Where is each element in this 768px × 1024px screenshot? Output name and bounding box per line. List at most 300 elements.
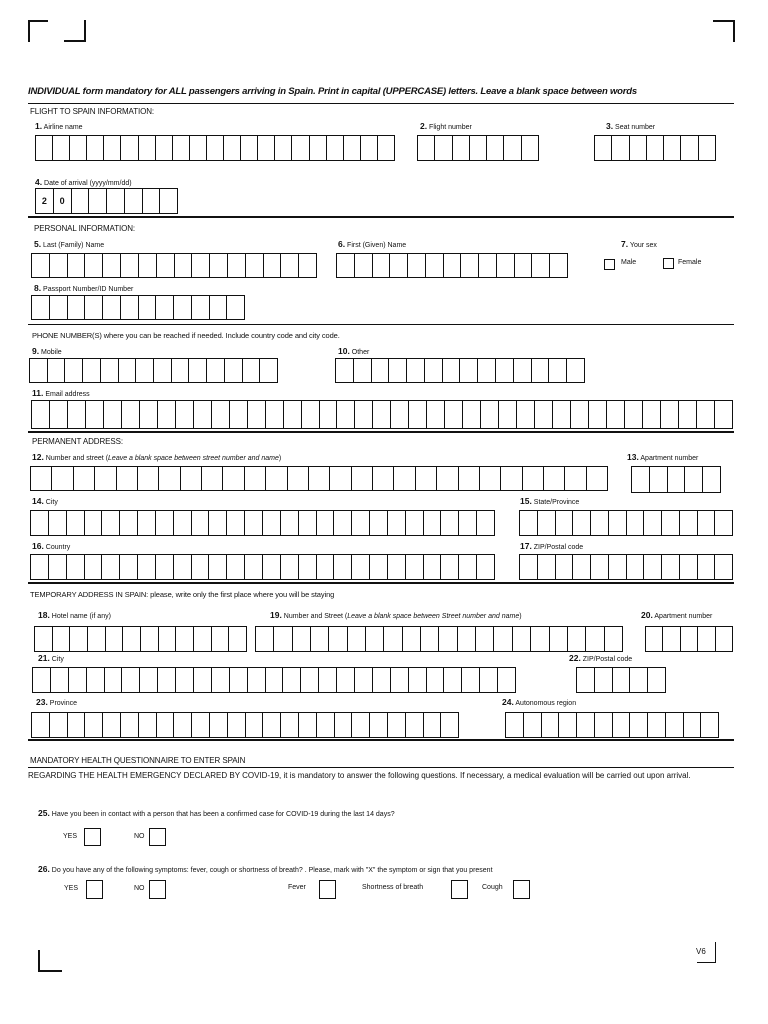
char-cell[interactable] bbox=[390, 254, 408, 277]
char-cell[interactable] bbox=[679, 401, 697, 428]
char-cell[interactable] bbox=[85, 296, 103, 319]
char-cell[interactable] bbox=[532, 254, 550, 277]
char-cell[interactable] bbox=[83, 359, 101, 382]
char-cell[interactable] bbox=[156, 136, 173, 160]
char-cell[interactable] bbox=[192, 713, 210, 737]
char-cell[interactable] bbox=[409, 401, 427, 428]
char-cell[interactable] bbox=[698, 627, 715, 651]
char-cell[interactable] bbox=[174, 511, 192, 535]
char-cell[interactable] bbox=[158, 401, 176, 428]
char-cell[interactable] bbox=[630, 136, 647, 160]
char-cell[interactable] bbox=[532, 359, 550, 382]
char-cell[interactable] bbox=[361, 136, 378, 160]
char-cell[interactable] bbox=[648, 713, 666, 737]
char-cell[interactable] bbox=[225, 359, 243, 382]
char-cell[interactable] bbox=[143, 189, 161, 213]
char-cell[interactable] bbox=[138, 555, 156, 579]
char-cell[interactable] bbox=[613, 713, 631, 737]
char-cell[interactable] bbox=[627, 511, 645, 535]
char-cell[interactable] bbox=[550, 254, 567, 277]
char-cell[interactable] bbox=[441, 555, 459, 579]
char-cell[interactable] bbox=[157, 713, 175, 737]
char-cell[interactable] bbox=[605, 627, 622, 651]
char-cell[interactable] bbox=[355, 401, 373, 428]
char-cell[interactable] bbox=[120, 555, 138, 579]
char-cell[interactable] bbox=[281, 254, 299, 277]
char-cell[interactable] bbox=[378, 136, 394, 160]
char-cell[interactable] bbox=[230, 401, 248, 428]
char-cell[interactable] bbox=[715, 401, 732, 428]
last-name-input[interactable] bbox=[31, 253, 317, 278]
char-cell[interactable] bbox=[406, 555, 424, 579]
char-cell[interactable] bbox=[52, 467, 73, 490]
char-cell[interactable] bbox=[319, 668, 337, 692]
char-cell[interactable] bbox=[32, 296, 50, 319]
char-cell[interactable] bbox=[355, 668, 373, 692]
sex-female-checkbox[interactable] bbox=[663, 258, 674, 269]
char-cell[interactable] bbox=[384, 627, 402, 651]
char-cell[interactable] bbox=[388, 511, 406, 535]
char-cell[interactable] bbox=[53, 136, 70, 160]
char-cell[interactable] bbox=[501, 467, 522, 490]
char-cell[interactable] bbox=[553, 401, 571, 428]
permanent-apartment-input[interactable] bbox=[631, 466, 721, 493]
char-cell[interactable] bbox=[32, 401, 50, 428]
char-cell[interactable] bbox=[190, 136, 207, 160]
char-cell[interactable] bbox=[120, 511, 138, 535]
permanent-street-input[interactable] bbox=[30, 466, 608, 491]
char-cell[interactable] bbox=[625, 401, 643, 428]
char-cell[interactable] bbox=[416, 467, 437, 490]
char-cell[interactable] bbox=[463, 401, 481, 428]
char-cell[interactable] bbox=[310, 136, 327, 160]
char-cell[interactable] bbox=[630, 668, 648, 692]
char-cell[interactable] bbox=[243, 359, 261, 382]
char-cell[interactable] bbox=[50, 254, 68, 277]
char-cell[interactable] bbox=[336, 359, 354, 382]
char-cell[interactable] bbox=[32, 713, 50, 737]
char-cell[interactable] bbox=[88, 627, 106, 651]
char-cell[interactable] bbox=[535, 401, 553, 428]
char-cell[interactable] bbox=[106, 627, 124, 651]
char-cell[interactable] bbox=[53, 627, 71, 651]
char-cell[interactable] bbox=[427, 401, 445, 428]
char-cell[interactable] bbox=[478, 359, 496, 382]
char-cell[interactable] bbox=[439, 627, 457, 651]
char-cell[interactable] bbox=[230, 668, 248, 692]
q26-no-checkbox[interactable] bbox=[149, 880, 166, 899]
char-cell[interactable] bbox=[275, 136, 292, 160]
char-cell[interactable] bbox=[698, 511, 716, 535]
char-cell[interactable] bbox=[445, 401, 463, 428]
char-cell[interactable] bbox=[370, 511, 388, 535]
char-cell[interactable] bbox=[462, 668, 480, 692]
char-cell[interactable] bbox=[139, 713, 157, 737]
char-cell[interactable] bbox=[352, 713, 370, 737]
char-cell[interactable] bbox=[389, 359, 407, 382]
char-cell[interactable] bbox=[550, 627, 568, 651]
char-cell[interactable] bbox=[67, 511, 85, 535]
char-cell[interactable] bbox=[157, 254, 175, 277]
char-cell[interactable] bbox=[337, 401, 355, 428]
char-cell[interactable] bbox=[301, 668, 319, 692]
char-cell[interactable] bbox=[246, 254, 264, 277]
q25-yes-checkbox[interactable] bbox=[84, 828, 101, 846]
char-cell[interactable] bbox=[337, 668, 355, 692]
char-cell[interactable] bbox=[479, 254, 497, 277]
char-cell[interactable] bbox=[89, 189, 107, 213]
char-cell[interactable] bbox=[373, 254, 391, 277]
char-cell[interactable] bbox=[189, 359, 207, 382]
char-cell[interactable] bbox=[299, 555, 317, 579]
passport-number-input[interactable] bbox=[31, 295, 245, 320]
char-cell[interactable] bbox=[697, 401, 715, 428]
char-cell[interactable] bbox=[176, 627, 194, 651]
char-cell[interactable] bbox=[370, 555, 388, 579]
shortness-of-breath-checkbox[interactable] bbox=[451, 880, 468, 899]
char-cell[interactable] bbox=[459, 555, 477, 579]
char-cell[interactable] bbox=[192, 254, 210, 277]
char-cell[interactable] bbox=[174, 296, 192, 319]
char-cell[interactable] bbox=[210, 254, 228, 277]
char-cell[interactable] bbox=[589, 401, 607, 428]
char-cell[interactable] bbox=[72, 189, 90, 213]
char-cell[interactable] bbox=[444, 668, 462, 692]
char-cell[interactable] bbox=[443, 359, 461, 382]
autonomous-region-input[interactable] bbox=[505, 712, 719, 738]
char-cell[interactable] bbox=[194, 627, 212, 651]
char-cell[interactable] bbox=[506, 713, 524, 737]
char-cell[interactable] bbox=[684, 713, 702, 737]
char-cell[interactable] bbox=[565, 467, 586, 490]
char-cell[interactable] bbox=[227, 555, 245, 579]
char-cell[interactable] bbox=[627, 555, 645, 579]
char-cell[interactable] bbox=[65, 359, 83, 382]
char-cell[interactable] bbox=[317, 713, 335, 737]
char-cell[interactable] bbox=[119, 359, 137, 382]
char-cell[interactable] bbox=[175, 254, 193, 277]
char-cell[interactable] bbox=[256, 627, 274, 651]
char-cell[interactable] bbox=[181, 467, 202, 490]
char-cell[interactable] bbox=[317, 511, 335, 535]
char-cell[interactable] bbox=[123, 627, 141, 651]
char-cell[interactable] bbox=[212, 668, 230, 692]
char-cell[interactable] bbox=[207, 136, 224, 160]
char-cell[interactable] bbox=[591, 511, 609, 535]
char-cell[interactable] bbox=[117, 467, 138, 490]
char-cell[interactable] bbox=[74, 467, 95, 490]
char-cell[interactable] bbox=[587, 467, 607, 490]
seat-number-input[interactable] bbox=[594, 135, 716, 161]
char-cell[interactable] bbox=[459, 511, 477, 535]
char-cell[interactable] bbox=[538, 555, 556, 579]
char-cell[interactable] bbox=[85, 713, 103, 737]
char-cell[interactable] bbox=[284, 401, 302, 428]
char-cell[interactable] bbox=[49, 511, 67, 535]
char-cell[interactable] bbox=[716, 627, 732, 651]
char-cell[interactable] bbox=[373, 467, 394, 490]
char-cell[interactable] bbox=[595, 713, 613, 737]
temporary-province-input[interactable] bbox=[31, 712, 459, 738]
char-cell[interactable] bbox=[480, 467, 501, 490]
char-cell[interactable] bbox=[408, 254, 426, 277]
char-cell[interactable] bbox=[317, 555, 335, 579]
char-cell[interactable] bbox=[50, 401, 68, 428]
char-cell[interactable] bbox=[373, 668, 391, 692]
char-cell[interactable] bbox=[435, 136, 452, 160]
char-cell[interactable] bbox=[549, 359, 567, 382]
char-cell[interactable] bbox=[470, 136, 487, 160]
char-cell[interactable] bbox=[644, 511, 662, 535]
char-cell[interactable] bbox=[424, 555, 442, 579]
char-cell[interactable] bbox=[192, 555, 210, 579]
char-cell[interactable] bbox=[481, 401, 499, 428]
char-cell[interactable] bbox=[102, 511, 120, 535]
char-cell[interactable] bbox=[227, 296, 244, 319]
char-cell[interactable] bbox=[348, 627, 366, 651]
char-cell[interactable] bbox=[49, 555, 67, 579]
char-cell[interactable] bbox=[70, 627, 88, 651]
char-cell[interactable] bbox=[595, 668, 613, 692]
char-cell[interactable] bbox=[334, 511, 352, 535]
char-cell[interactable] bbox=[607, 401, 625, 428]
char-cell[interactable] bbox=[121, 713, 139, 737]
char-cell[interactable] bbox=[299, 254, 316, 277]
char-cell[interactable] bbox=[141, 627, 159, 651]
char-cell[interactable] bbox=[33, 668, 51, 692]
char-cell[interactable] bbox=[30, 359, 48, 382]
permanent-state-input[interactable] bbox=[519, 510, 733, 536]
char-cell[interactable] bbox=[698, 555, 716, 579]
char-cell[interactable] bbox=[122, 668, 140, 692]
char-cell[interactable] bbox=[266, 668, 284, 692]
char-cell[interactable]: 0 bbox=[54, 189, 72, 213]
char-cell[interactable] bbox=[453, 136, 470, 160]
char-cell[interactable] bbox=[263, 511, 281, 535]
char-cell[interactable] bbox=[334, 555, 352, 579]
temporary-zip-input[interactable] bbox=[576, 667, 666, 693]
char-cell[interactable] bbox=[567, 359, 584, 382]
char-cell[interactable] bbox=[51, 668, 69, 692]
char-cell[interactable] bbox=[513, 627, 531, 651]
char-cell[interactable] bbox=[156, 555, 174, 579]
char-cell[interactable] bbox=[544, 467, 565, 490]
char-cell[interactable] bbox=[458, 627, 476, 651]
char-cell[interactable] bbox=[327, 136, 344, 160]
char-cell[interactable] bbox=[644, 555, 662, 579]
char-cell[interactable] bbox=[701, 713, 718, 737]
char-cell[interactable] bbox=[121, 136, 138, 160]
char-cell[interactable] bbox=[223, 467, 244, 490]
char-cell[interactable] bbox=[477, 511, 494, 535]
permanent-city-input[interactable] bbox=[30, 510, 495, 536]
char-cell[interactable] bbox=[50, 713, 68, 737]
char-cell[interactable] bbox=[476, 627, 494, 651]
char-cell[interactable] bbox=[68, 296, 86, 319]
char-cell[interactable] bbox=[85, 511, 103, 535]
char-cell[interactable] bbox=[520, 511, 538, 535]
char-cell[interactable] bbox=[245, 555, 263, 579]
char-cell[interactable] bbox=[391, 668, 409, 692]
char-cell[interactable] bbox=[556, 555, 574, 579]
char-cell[interactable] bbox=[477, 555, 494, 579]
char-cell[interactable] bbox=[498, 668, 515, 692]
char-cell[interactable] bbox=[32, 254, 50, 277]
char-cell[interactable] bbox=[426, 254, 444, 277]
char-cell[interactable] bbox=[140, 401, 158, 428]
char-cell[interactable] bbox=[441, 511, 459, 535]
char-cell[interactable] bbox=[87, 668, 105, 692]
char-cell[interactable] bbox=[352, 555, 370, 579]
char-cell[interactable] bbox=[394, 467, 415, 490]
char-cell[interactable] bbox=[461, 254, 479, 277]
char-cell[interactable] bbox=[274, 627, 292, 651]
char-cell[interactable] bbox=[281, 511, 299, 535]
char-cell[interactable] bbox=[50, 296, 68, 319]
char-cell[interactable] bbox=[104, 401, 122, 428]
char-cell[interactable] bbox=[288, 467, 309, 490]
email-input[interactable] bbox=[31, 400, 733, 429]
char-cell[interactable] bbox=[370, 713, 388, 737]
char-cell[interactable] bbox=[283, 668, 301, 692]
char-cell[interactable] bbox=[260, 359, 277, 382]
char-cell[interactable] bbox=[523, 467, 544, 490]
char-cell[interactable] bbox=[643, 401, 661, 428]
char-cell[interactable] bbox=[681, 136, 698, 160]
char-cell[interactable] bbox=[330, 467, 351, 490]
char-cell[interactable] bbox=[85, 254, 103, 277]
char-cell[interactable] bbox=[699, 136, 715, 160]
char-cell[interactable] bbox=[172, 359, 190, 382]
char-cell[interactable] bbox=[480, 668, 498, 692]
char-cell[interactable] bbox=[156, 296, 174, 319]
char-cell[interactable] bbox=[437, 467, 458, 490]
char-cell[interactable] bbox=[264, 254, 282, 277]
char-cell[interactable] bbox=[210, 296, 228, 319]
char-cell[interactable] bbox=[209, 511, 227, 535]
char-cell[interactable] bbox=[209, 555, 227, 579]
char-cell[interactable] bbox=[136, 359, 154, 382]
char-cell[interactable] bbox=[194, 401, 212, 428]
sex-male-checkbox[interactable] bbox=[604, 259, 615, 270]
char-cell[interactable] bbox=[573, 511, 591, 535]
char-cell[interactable] bbox=[228, 254, 246, 277]
char-cell[interactable] bbox=[352, 511, 370, 535]
char-cell[interactable] bbox=[520, 555, 538, 579]
char-cell[interactable] bbox=[245, 511, 263, 535]
char-cell[interactable] bbox=[647, 136, 664, 160]
char-cell[interactable] bbox=[210, 713, 228, 737]
char-cell[interactable] bbox=[311, 627, 329, 651]
char-cell[interactable] bbox=[229, 627, 246, 651]
char-cell[interactable] bbox=[156, 511, 174, 535]
permanent-zip-input[interactable] bbox=[519, 554, 733, 580]
char-cell[interactable] bbox=[192, 511, 210, 535]
char-cell[interactable] bbox=[681, 627, 698, 651]
char-cell[interactable] bbox=[70, 136, 87, 160]
char-cell[interactable] bbox=[406, 713, 424, 737]
char-cell[interactable] bbox=[662, 511, 680, 535]
char-cell[interactable] bbox=[609, 555, 627, 579]
char-cell[interactable] bbox=[35, 627, 53, 651]
char-cell[interactable] bbox=[666, 713, 684, 737]
char-cell[interactable] bbox=[36, 136, 53, 160]
char-cell[interactable] bbox=[139, 254, 157, 277]
char-cell[interactable] bbox=[559, 713, 577, 737]
char-cell[interactable] bbox=[373, 401, 391, 428]
char-cell[interactable] bbox=[337, 254, 355, 277]
char-cell[interactable] bbox=[427, 668, 445, 692]
char-cell[interactable] bbox=[67, 555, 85, 579]
char-cell[interactable]: 2 bbox=[36, 189, 54, 213]
char-cell[interactable] bbox=[406, 511, 424, 535]
char-cell[interactable] bbox=[159, 467, 180, 490]
char-cell[interactable] bbox=[609, 511, 627, 535]
char-cell[interactable] bbox=[103, 296, 121, 319]
char-cell[interactable] bbox=[344, 136, 361, 160]
char-cell[interactable] bbox=[140, 668, 158, 692]
char-cell[interactable] bbox=[104, 136, 121, 160]
char-cell[interactable] bbox=[245, 467, 266, 490]
char-cell[interactable] bbox=[444, 254, 462, 277]
char-cell[interactable] bbox=[487, 136, 504, 160]
char-cell[interactable] bbox=[95, 467, 116, 490]
char-cell[interactable] bbox=[372, 359, 390, 382]
char-cell[interactable] bbox=[227, 511, 245, 535]
char-cell[interactable] bbox=[577, 668, 595, 692]
q25-no-checkbox[interactable] bbox=[149, 828, 166, 846]
char-cell[interactable] bbox=[263, 555, 281, 579]
char-cell[interactable] bbox=[85, 555, 103, 579]
char-cell[interactable] bbox=[354, 359, 372, 382]
char-cell[interactable] bbox=[158, 668, 176, 692]
char-cell[interactable] bbox=[122, 401, 140, 428]
char-cell[interactable] bbox=[531, 627, 549, 651]
char-cell[interactable] bbox=[685, 467, 703, 492]
char-cell[interactable] bbox=[424, 713, 442, 737]
temporary-apartment-input[interactable] bbox=[645, 626, 733, 652]
char-cell[interactable] bbox=[460, 359, 478, 382]
char-cell[interactable] bbox=[459, 467, 480, 490]
char-cell[interactable] bbox=[241, 136, 258, 160]
char-cell[interactable] bbox=[103, 254, 121, 277]
fever-checkbox[interactable] bbox=[319, 880, 336, 899]
char-cell[interactable] bbox=[421, 627, 439, 651]
char-cell[interactable] bbox=[703, 467, 720, 492]
char-cell[interactable] bbox=[176, 401, 194, 428]
char-cell[interactable] bbox=[192, 296, 210, 319]
char-cell[interactable] bbox=[212, 627, 230, 651]
char-cell[interactable] bbox=[595, 136, 612, 160]
char-cell[interactable] bbox=[355, 254, 373, 277]
char-cell[interactable] bbox=[418, 136, 435, 160]
char-cell[interactable] bbox=[409, 668, 427, 692]
char-cell[interactable] bbox=[538, 511, 556, 535]
char-cell[interactable] bbox=[663, 627, 680, 651]
char-cell[interactable] bbox=[668, 467, 686, 492]
char-cell[interactable] bbox=[194, 668, 212, 692]
char-cell[interactable] bbox=[173, 136, 190, 160]
char-cell[interactable] bbox=[248, 401, 266, 428]
char-cell[interactable] bbox=[266, 467, 287, 490]
char-cell[interactable] bbox=[591, 555, 609, 579]
char-cell[interactable] bbox=[335, 713, 353, 737]
char-cell[interactable] bbox=[266, 401, 284, 428]
char-cell[interactable] bbox=[352, 467, 373, 490]
airline-name-input[interactable] bbox=[35, 135, 395, 161]
char-cell[interactable] bbox=[613, 668, 631, 692]
char-cell[interactable] bbox=[568, 627, 586, 651]
